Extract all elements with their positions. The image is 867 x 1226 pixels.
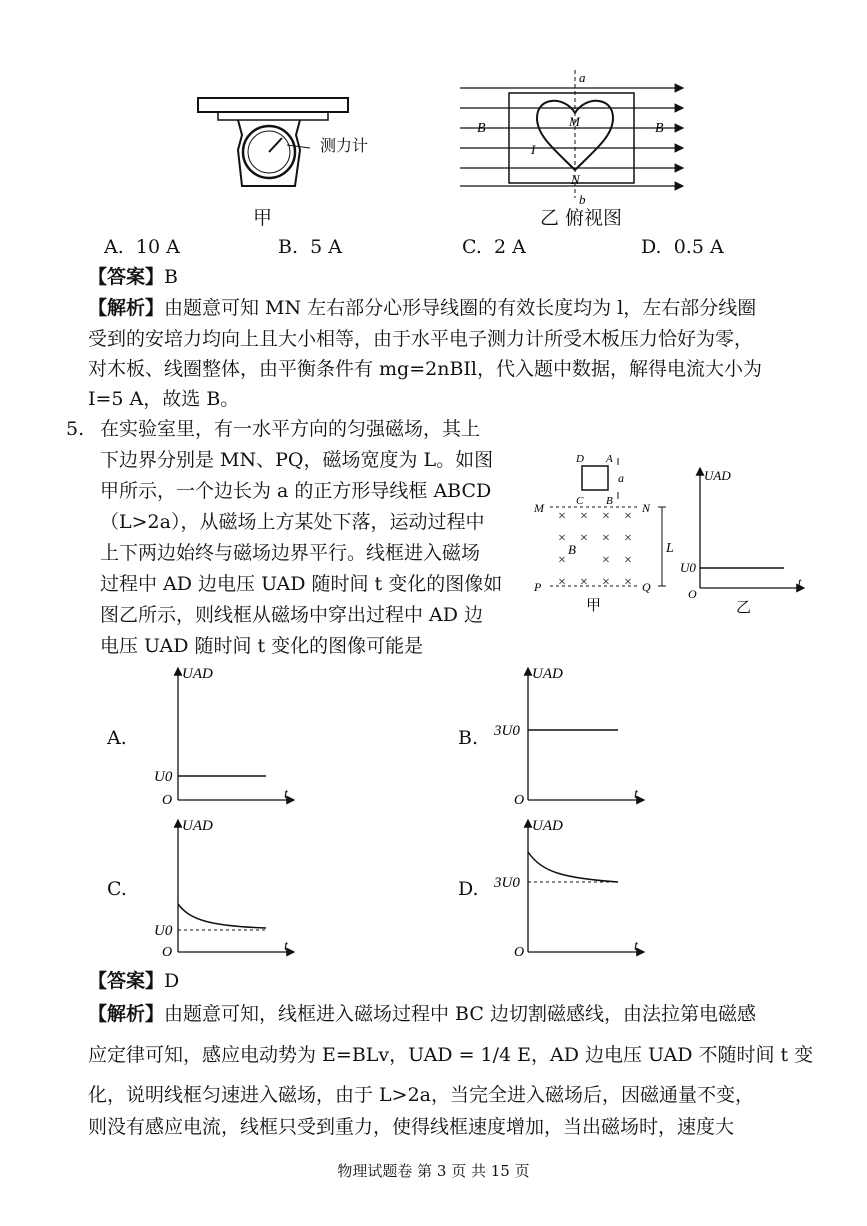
svg-text:3U0: 3U0 [494,723,520,739]
q5-line-6: 过程中 AD 边电压 UAD 随时间 t 变化的图像如 [100,573,503,595]
svg-text:a: a [618,471,624,485]
q5-answer: 【答案】D [88,970,180,992]
svg-text:t: t [634,939,638,954]
label-I: I [531,142,536,157]
svg-text:t: t [284,939,288,954]
svg-text:UAD: UAD [704,468,731,483]
q5-analysis-line-3: 化，说明线框匀速进入磁场，由于 L>2a，当完全进入磁场后，因磁通量不变， [88,1084,754,1106]
meter-label: 测力计 [320,136,369,155]
q5-line-1: 在实验室里，有一水平方向的匀强磁场，其上 [100,418,481,440]
q5-analysis-line-2: 应定律可知，感应电动势为 E=BLv，UAD = 1/4 E，AD 边电压 UAD 不随时间 t 变 [88,1044,814,1066]
heart-coil-figure [455,68,690,208]
svg-text:B: B [606,495,613,507]
q4-option-a: A. 10 A [104,236,180,258]
svg-text:U0: U0 [680,560,696,575]
svg-text:O: O [514,793,525,808]
label-B-right: B [655,121,664,136]
q4-option-b: B. 5 A [278,236,342,258]
svg-text:×: × [624,531,632,546]
q5-line-3: 甲所示，一个边长为 a 的正方形导线框 ABCD [100,480,492,502]
q4-analysis-line-1: 【解析】由题意可知 MN 左右部分心形导线圈的有效长度均为 l，左右部分线圈 [88,297,757,319]
figure-jia-caption: 甲 [253,207,273,229]
svg-text:L: L [666,541,674,556]
q5-option-d-graph [490,812,650,962]
svg-text:C: C [576,495,584,507]
q5-option-b-key: B. [458,727,479,749]
page-footer: 物理试题卷 第 3 页 共 15 页 [337,1162,530,1180]
svg-text:UAD: UAD [182,666,213,682]
svg-text:UAD: UAD [532,666,563,682]
q5-option-b-graph [490,660,650,810]
svg-text:×: × [602,531,610,546]
q5-option-c-key: C. [107,878,127,900]
q5-option-a-key: A. [107,727,127,749]
q5-line-4: （L>2a），从磁场上方某处下落，运动过程中 [100,511,485,533]
q5-line-2: 下边界分别是 MN、PQ，磁场宽度为 L。如图 [100,449,494,471]
svg-text:3U0: 3U0 [494,875,520,891]
svg-text:A: A [606,453,613,465]
svg-text:D: D [576,453,584,465]
q4-option-d: D. 0.5 A [641,236,724,258]
svg-text:×: × [580,531,588,546]
svg-text:t: t [798,575,802,589]
svg-text:UAD: UAD [182,818,213,834]
svg-text:×: × [624,509,632,524]
svg-text:×: × [602,553,610,568]
label-M: M [569,114,580,129]
svg-text:×: × [624,553,632,568]
svg-text:×: × [602,509,610,524]
svg-text:N: N [642,501,651,515]
q4-analysis-line-2: 受到的安培力均向上且大小相等，由于水平电子测力计所受木板压力恰好为零， [88,328,754,350]
svg-text:M: M [534,501,544,515]
svg-text:×: × [580,575,588,590]
q4-analysis-line-4: I=5 A，故选 B。 [88,388,240,410]
svg-text:U0: U0 [154,923,173,939]
svg-text:t: t [284,787,288,802]
label-B-left: B [477,121,486,136]
q5-option-d-key: D. [458,878,479,900]
svg-text:×: × [558,509,566,524]
svg-text:UAD: UAD [532,818,563,834]
svg-text:B: B [568,542,576,557]
q5-option-c-graph [150,812,300,962]
q5-line-5: 上下两边始终与磁场边界平行。线框进入磁场 [100,542,481,564]
svg-text:×: × [580,509,588,524]
q4-answer: 【答案】B [88,266,178,288]
label-a: a [579,70,586,85]
q5-analysis-line-4: 则没有感应电流，线框只受到重力，使得线框速度增加，当出磁场时，速度大 [88,1116,735,1138]
q4-analysis-line-3: 对木板、线圈整体，由平衡条件有 mg=2nBIl，代入题中数据，解得电流大小为 [88,358,763,380]
q5-line-7: 图乙所示，则线框从磁场中穿出过程中 AD 边 [100,604,484,626]
graph-figure-yi [680,460,810,618]
svg-text:O: O [162,793,173,808]
svg-text:×: × [558,531,566,546]
svg-text:O: O [688,587,697,601]
label-N: N [571,172,580,187]
q5-number: 5. [66,418,85,440]
label-b: b [579,192,586,207]
q5-option-a-graph [150,660,300,810]
svg-text:O: O [514,945,525,960]
svg-text:U0: U0 [154,769,173,785]
q4-option-c: C. 2 A [462,236,526,258]
q5-analysis-line-1: 【解析】由题意可知，线框进入磁场过程中 BC 边切割磁感线，由法拉第电磁感 [88,1003,756,1025]
field-figure-jia [530,452,690,614]
svg-text:P: P [534,580,542,594]
svg-text:×: × [558,575,566,590]
svg-text:甲: 甲 [586,598,602,614]
svg-text:Q: Q [642,580,651,594]
svg-text:×: × [624,575,632,590]
figure-yi-caption: 乙 俯视图 [540,207,623,229]
svg-text:t: t [634,787,638,802]
svg-text:乙: 乙 [736,600,752,616]
q5-line-8: 电压 UAD 随时间 t 变化的图像可能是 [100,635,424,657]
svg-text:×: × [602,575,610,590]
svg-text:×: × [558,553,566,568]
svg-text:O: O [162,945,173,960]
